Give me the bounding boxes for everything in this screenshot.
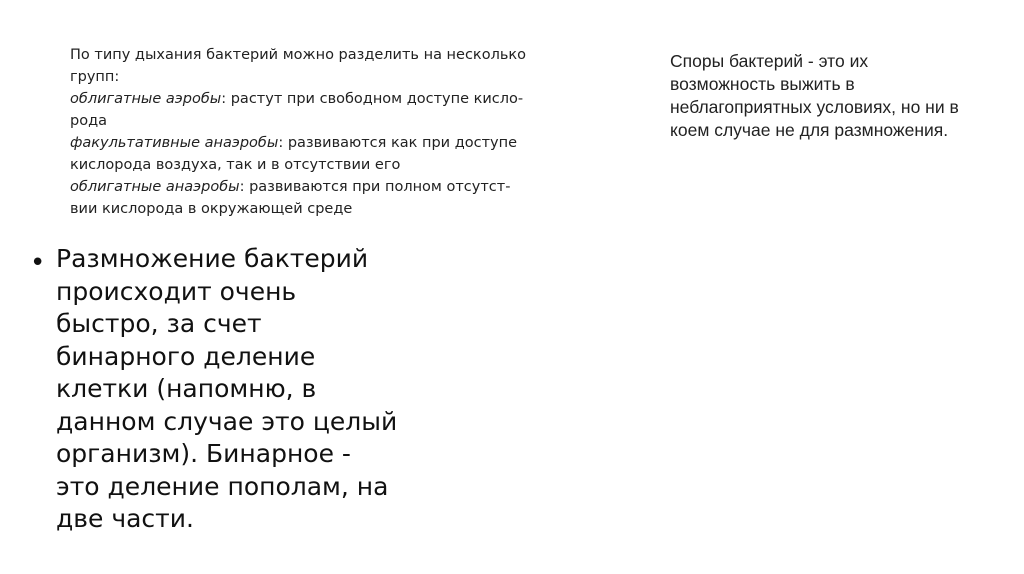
text-line: это деление пополам, на <box>56 471 389 501</box>
facultative-line <box>70 132 570 154</box>
text-line: кислорода воздуха, так и в отсутствии его <box>70 157 401 173</box>
facultative-description: : развиваются как при доступе <box>278 135 518 151</box>
text-line: быстро, за счет <box>56 309 262 338</box>
text-line: вии кислорода в окружающей среде <box>70 201 353 217</box>
text-line: По типу дыхания бактерий можно разделить на несколько <box>70 47 527 63</box>
bullet-icon: • <box>30 248 46 278</box>
text-line: клетки (напомню, в <box>56 374 317 403</box>
breathing-types-text <box>70 44 570 220</box>
text-line: данном случае это целый <box>56 406 398 436</box>
text-line: возможность выжить в <box>670 74 855 94</box>
anaerobes-description: : развиваются при полном отсутст- <box>239 179 511 195</box>
text-line: бинарного деление <box>56 341 316 371</box>
text-line: Споры бактерий - это их <box>670 51 869 71</box>
facultative-term: факультативные анаэробы <box>70 135 279 151</box>
text-line: коем случае не для размножения. <box>670 120 949 140</box>
text-line: происходит очень <box>56 276 297 306</box>
anaerobes-term: облигатные анаэробы <box>70 179 240 195</box>
spores-text <box>670 50 990 142</box>
text-line: две части. <box>56 504 194 533</box>
text-line: неблагоприятных условиях, но ни в <box>670 97 959 117</box>
text-line: групп: <box>70 69 120 85</box>
anaerobes-line <box>70 176 570 198</box>
text-line: рода <box>70 113 107 129</box>
aerobes-term: облигатные аэробы <box>70 91 222 107</box>
bullet-text <box>56 243 397 536</box>
aerobes-line <box>70 88 570 110</box>
aerobes-description: : растут при свободном доступе кисло- <box>221 91 524 107</box>
text-line: организм). Бинарное - <box>56 439 351 468</box>
text-line: Размножение бактерий <box>56 244 369 273</box>
